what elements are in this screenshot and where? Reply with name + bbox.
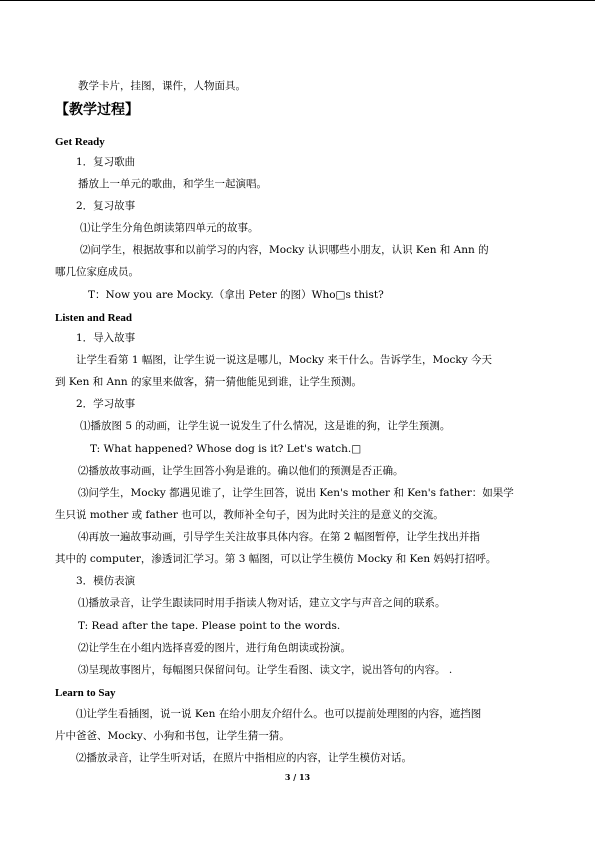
learn-say-line: ⑵播放录音，让学生听对话，在照片中指相应的内容，让学生模仿对话。 bbox=[76, 752, 412, 764]
section-title-get-ready: Get Ready bbox=[55, 136, 105, 148]
listen-read-line: ⑵让学生在小组内选择喜爱的图片，进行角色朗读或扮演。 bbox=[78, 642, 351, 654]
listen-read-line: 到 Ken 和 Ann 的家里来做客，猜一猜他能见到谁，让学生预测。 bbox=[55, 376, 362, 388]
section-title-learn-to-say: Learn to Say bbox=[55, 687, 116, 699]
listen-read-line: ⑴播放图 5 的动画，让学生说一说发生了什么情况，这是谁的狗，让学生预测。 bbox=[80, 420, 451, 432]
process-heading: 【教学过程】 bbox=[55, 102, 139, 118]
get-ready-line: 播放上一单元的歌曲，和学生一起演唱。 bbox=[78, 178, 267, 190]
section-title-listen-and-read: Listen and Read bbox=[55, 312, 133, 324]
listen-read-line: 生只说 mother 或 father 也可以，教师补全句子，因为此时关注的是意义的交流。 bbox=[55, 509, 444, 521]
listen-read-line: T: Read after the tape. Please point to the words. bbox=[78, 620, 341, 632]
listen-read-line: ⑶问学生，Mocky 都遇见谁了，让学生回答，说出 Ken's mother 和 Ken's father：如果学 bbox=[78, 487, 514, 499]
listen-read-line: T: What happened? Whose dog is it? Let's watch.□ bbox=[90, 443, 362, 455]
listen-read-line: 其中的 computer，渗透词汇学习。第 3 幅图，可以让学生模仿 Mocky 和 Ken 妈妈打招呼。 bbox=[55, 553, 497, 565]
page-number: 3 / 13 bbox=[284, 772, 311, 782]
get-ready-line: 2．复习故事 bbox=[76, 200, 136, 212]
learn-say-line: ⑴让学生看插图，说一说 Ken 在给小朋友介绍什么。也可以提前处理图的内容，遮挡图 bbox=[76, 708, 482, 720]
get-ready-line: 1．复习歌曲 bbox=[76, 156, 136, 168]
learn-say-line: 片中爸爸、Mocky、小狗和书包，让学生猜一猜。 bbox=[55, 730, 290, 742]
get-ready-line: T：Now you are Mocky.（拿出 Peter 的图）Who□s thist? bbox=[88, 289, 384, 301]
get-ready-line: 哪几位家庭成员。 bbox=[55, 266, 139, 278]
top-border-line bbox=[0, 0, 595, 1]
listen-read-line: ⑴播放录音，让学生跟读同时用手指读人物对话，建立文字与声音之间的联系。 bbox=[78, 597, 446, 609]
listen-read-line: ⑷再放一遍故事动画，引导学生关注故事具体内容。在第 2 幅图暂停，让学生找出并指 bbox=[78, 531, 480, 543]
get-ready-line: ⑴让学生分角色朗读第四单元的故事。 bbox=[80, 222, 259, 234]
materials-text: 教学卡片，挂图，课件，人物面具。 bbox=[78, 80, 246, 92]
listen-read-line: 让学生看第 1 幅图，让学生说一说这是哪儿，Mocky 来干什么。告诉学生，Mocky 今天 bbox=[76, 354, 493, 366]
listen-read-line: 2．学习故事 bbox=[76, 398, 136, 410]
listen-read-line: ⑶呈现故事图片，每幅图只保留问句。让学生看图、读文字，说出答句的内容。 . bbox=[78, 664, 453, 676]
listen-read-line: ⑵播放故事动画，让学生回答小狗是谁的。确以他们的预测是否正确。 bbox=[78, 465, 404, 477]
listen-read-line: 3．模仿表演 bbox=[76, 575, 136, 587]
listen-read-line: 1．导入故事 bbox=[76, 332, 136, 344]
get-ready-line: ⑵问学生，根据故事和以前学习的内容，Mocky 认识哪些小朋友，认识 Ken 和 Ann 的 bbox=[80, 244, 489, 256]
